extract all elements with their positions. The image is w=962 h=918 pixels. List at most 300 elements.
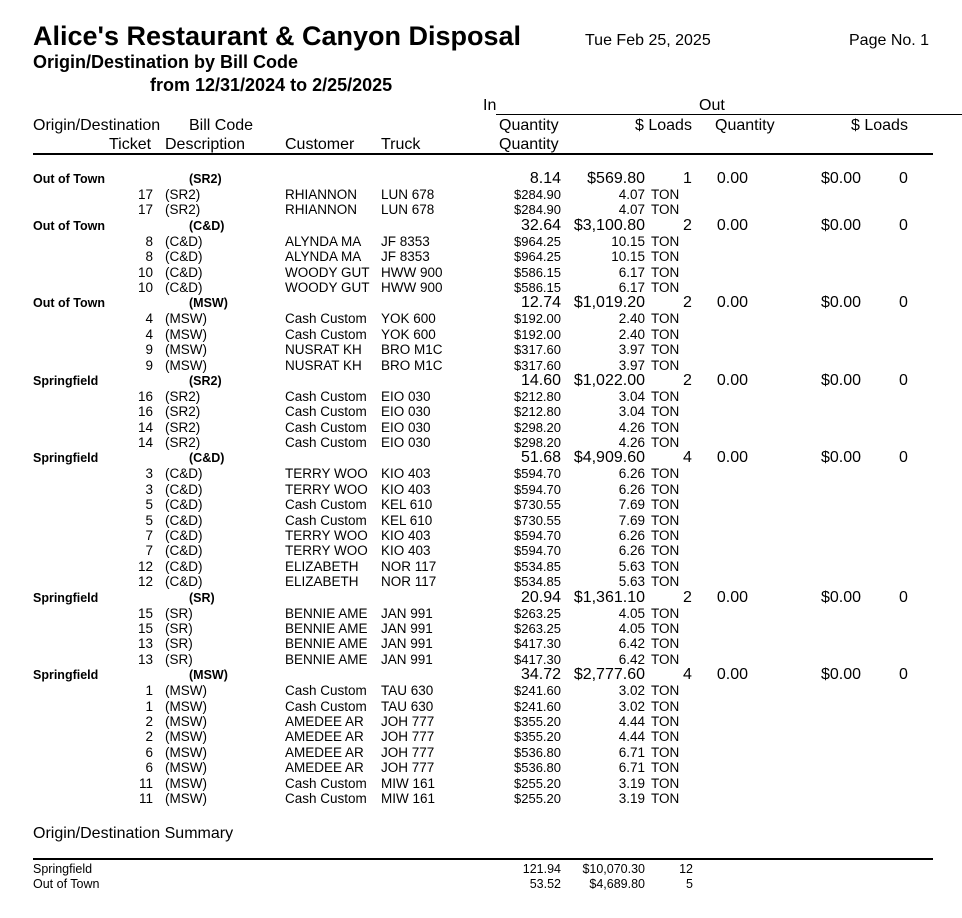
ticket-amount: $594.70 <box>514 481 561 497</box>
ticket-description: (C&D) <box>165 512 203 528</box>
ticket-amount: $284.90 <box>514 187 561 202</box>
ticket-number: 9 <box>145 342 153 358</box>
ticket-quantity: 5.63 <box>618 574 645 590</box>
ticket-number: 6 <box>145 744 153 760</box>
header-bottom-rule <box>33 153 933 155</box>
ticket-row <box>0 388 962 403</box>
ticket-amount: $284.90 <box>514 202 561 218</box>
ticket-quantity: 7.69 <box>618 512 645 528</box>
ticket-description: (MSW) <box>165 713 207 729</box>
ticket-description: (C&D) <box>165 264 203 280</box>
ticket-quantity: 3.02 <box>618 683 645 699</box>
group-out-loads: 0 <box>899 449 908 467</box>
column-header-bill-code: Bill Code <box>189 117 254 134</box>
ticket-description: (MSW) <box>165 326 207 342</box>
group-header-row <box>0 170 962 186</box>
group-out-amount: $0.00 <box>820 666 861 684</box>
group-out-amount: $0.00 <box>820 371 861 389</box>
group-in-amount: $3,100.80 <box>573 216 645 234</box>
ticket-truck: TAU 630 <box>381 698 434 714</box>
ticket-row <box>0 790 962 805</box>
ticket-description: (SR2) <box>165 419 201 435</box>
ticket-row <box>0 186 962 201</box>
ticket-quantity: 3.02 <box>618 698 645 714</box>
ticket-quantity: 3.97 <box>618 357 645 373</box>
ticket-truck: JF 8353 <box>381 233 430 249</box>
group-out-amount: $0.00 <box>820 170 861 187</box>
ticket-customer: TERRY WOO <box>285 543 368 559</box>
in-out-header-rule <box>496 114 962 115</box>
ticket-quantity: 3.97 <box>618 342 645 358</box>
ticket-unit: TON <box>651 187 680 202</box>
ticket-row <box>0 558 962 573</box>
ticket-quantity: 10.15 <box>611 233 645 249</box>
ticket-unit: TON <box>651 605 680 621</box>
group-in-quantity: 20.94 <box>520 588 561 606</box>
ticket-row <box>0 744 962 759</box>
ticket-amount: $255.20 <box>514 775 561 791</box>
ticket-row <box>0 573 962 588</box>
ticket-customer: BENNIE AME <box>285 620 368 636</box>
ticket-quantity: 4.07 <box>618 187 645 202</box>
page-number: Page No. 1 <box>849 32 930 49</box>
ticket-quantity: 3.19 <box>618 790 645 806</box>
ticket-truck: TAU 630 <box>381 683 434 699</box>
ticket-truck: EIO 030 <box>381 404 431 420</box>
ticket-truck: HWW 900 <box>381 279 443 295</box>
ticket-quantity: 2.40 <box>618 326 645 342</box>
summary-row <box>0 877 962 892</box>
ticket-amount: $536.80 <box>514 744 561 760</box>
ticket-unit: TON <box>651 435 680 451</box>
ticket-customer: Cash Custom <box>285 388 367 404</box>
ticket-unit: TON <box>651 357 680 373</box>
ticket-truck: JOH 777 <box>381 744 435 760</box>
summary-row <box>0 862 962 877</box>
ticket-customer: ELIZABETH <box>285 558 359 574</box>
group-bill-code: (C&D) <box>189 218 225 233</box>
ticket-quantity: 6.42 <box>618 651 645 667</box>
ticket-unit: TON <box>651 683 680 699</box>
ticket-row <box>0 759 962 774</box>
ticket-quantity: 4.07 <box>618 202 645 218</box>
ticket-row <box>0 527 962 542</box>
ticket-description: (MSW) <box>165 775 207 791</box>
ticket-unit: TON <box>651 481 680 497</box>
ticket-customer: RHIANNON <box>285 202 358 218</box>
ticket-description: (C&D) <box>165 558 203 574</box>
group-bill-code: (MSW) <box>189 668 228 683</box>
ticket-truck: EIO 030 <box>381 419 431 435</box>
group-in-quantity: 14.60 <box>520 371 561 389</box>
group-out-amount: $0.00 <box>820 216 861 234</box>
ticket-number: 7 <box>145 543 153 559</box>
group-out-loads: 0 <box>899 588 908 606</box>
ticket-quantity: 4.05 <box>618 620 645 636</box>
ticket-number: 16 <box>137 404 153 420</box>
column-header-customer: Customer <box>285 136 355 153</box>
ticket-number: 8 <box>145 249 153 265</box>
column-header-in-quantity-2: Quantity <box>499 136 559 153</box>
ticket-truck: KIO 403 <box>381 543 431 559</box>
group-header-row <box>0 589 962 605</box>
ticket-description: (C&D) <box>165 481 203 497</box>
ticket-unit: TON <box>651 558 680 574</box>
ticket-amount: $536.80 <box>514 760 561 776</box>
summary-rule <box>33 858 933 860</box>
ticket-customer: Cash Custom <box>285 311 367 327</box>
ticket-row <box>0 775 962 790</box>
ticket-unit: TON <box>651 744 680 760</box>
ticket-customer: NUSRAT KH <box>285 357 362 373</box>
group-in-loads: 2 <box>683 588 692 606</box>
ticket-description: (SR2) <box>165 388 201 404</box>
ticket-unit: TON <box>651 342 680 358</box>
ticket-description: (SR) <box>165 651 193 667</box>
ticket-customer: AMEDEE AR <box>285 713 364 729</box>
ticket-number: 5 <box>145 497 153 513</box>
ticket-description: (MSW) <box>165 760 207 776</box>
ticket-unit: TON <box>651 713 680 729</box>
ticket-amount: $586.15 <box>514 279 561 295</box>
ticket-truck: JOH 777 <box>381 729 435 745</box>
ticket-amount: $298.20 <box>514 435 561 451</box>
group-out-quantity: 0.00 <box>716 294 748 312</box>
ticket-unit: TON <box>651 311 680 327</box>
ticket-number: 13 <box>137 651 153 667</box>
ticket-unit: TON <box>651 279 680 295</box>
ticket-description: (C&D) <box>165 528 203 544</box>
ticket-number: 15 <box>137 605 153 621</box>
ticket-row <box>0 279 962 294</box>
group-out-loads: 0 <box>899 170 908 187</box>
ticket-truck: BRO M1C <box>381 342 443 358</box>
group-origin: Out of Town <box>33 296 105 311</box>
ticket-truck: BRO M1C <box>381 357 443 373</box>
ticket-quantity: 4.44 <box>618 713 645 729</box>
group-in-amount: $1,022.00 <box>573 371 645 389</box>
group-in-quantity: 51.68 <box>520 449 561 467</box>
ticket-amount: $534.85 <box>514 574 561 590</box>
group-in-loads: 1 <box>683 170 692 187</box>
group-in-loads: 4 <box>683 449 692 467</box>
ticket-number: 16 <box>137 388 153 404</box>
summary-amount: $10,070.30 <box>582 862 645 876</box>
ticket-quantity: 3.19 <box>618 775 645 791</box>
ticket-description: (MSW) <box>165 729 207 745</box>
ticket-truck: EIO 030 <box>381 435 431 451</box>
ticket-description: (MSW) <box>165 342 207 358</box>
ticket-row <box>0 713 962 728</box>
column-header-origin-destination: Origin/Destination <box>33 117 161 134</box>
group-in-amount: $569.80 <box>587 170 645 187</box>
ticket-description: (MSW) <box>165 311 207 327</box>
group-out-amount: $0.00 <box>820 588 861 606</box>
column-header-truck: Truck <box>381 136 421 153</box>
ticket-description: (MSW) <box>165 698 207 714</box>
group-bill-code: (MSW) <box>189 296 228 311</box>
ticket-unit: TON <box>651 326 680 342</box>
ticket-row <box>0 605 962 620</box>
group-in-loads: 2 <box>683 294 692 312</box>
ticket-number: 6 <box>145 760 153 776</box>
ticket-row <box>0 496 962 511</box>
ticket-description: (C&D) <box>165 233 203 249</box>
ticket-quantity: 3.04 <box>618 388 645 404</box>
group-origin: Springfield <box>33 373 99 388</box>
ticket-amount: $594.70 <box>514 466 561 482</box>
group-header-row <box>0 666 962 682</box>
ticket-unit: TON <box>651 574 680 590</box>
ticket-unit: TON <box>651 729 680 745</box>
group-in-quantity: 32.64 <box>520 216 561 234</box>
ticket-unit: TON <box>651 760 680 776</box>
ticket-unit: TON <box>651 264 680 280</box>
ticket-truck: NOR 117 <box>381 558 437 574</box>
ticket-amount: $730.55 <box>514 497 561 513</box>
ticket-quantity: 4.05 <box>618 605 645 621</box>
ticket-quantity: 6.71 <box>618 760 645 776</box>
summary-origin: Springfield <box>33 862 93 876</box>
ticket-customer: TERRY WOO <box>285 481 368 497</box>
ticket-amount: $534.85 <box>514 558 561 574</box>
ticket-row <box>0 481 962 496</box>
ticket-amount: $298.20 <box>514 419 561 435</box>
ticket-unit: TON <box>651 651 680 667</box>
ticket-truck: YOK 600 <box>381 311 436 327</box>
group-out-loads: 0 <box>899 666 908 684</box>
ticket-number: 12 <box>137 558 153 574</box>
ticket-truck: KIO 403 <box>381 481 431 497</box>
ticket-amount: $355.20 <box>514 713 561 729</box>
ticket-description: (C&D) <box>165 574 203 590</box>
ticket-number: 1 <box>145 698 153 714</box>
ticket-number: 15 <box>137 620 153 636</box>
ticket-customer: Cash Custom <box>285 683 367 699</box>
ticket-description: (SR2) <box>165 404 201 420</box>
ticket-customer: TERRY WOO <box>285 528 368 544</box>
ticket-unit: TON <box>651 249 680 265</box>
ticket-truck: KIO 403 <box>381 528 431 544</box>
ticket-amount: $212.80 <box>514 388 561 404</box>
ticket-customer: Cash Custom <box>285 698 367 714</box>
ticket-description: (MSW) <box>165 790 207 806</box>
group-out-quantity: 0.00 <box>716 588 748 606</box>
group-bill-code: (SR2) <box>189 172 222 186</box>
report-company-title: Alice's Restaurant & Canyon Disposal <box>33 21 522 51</box>
ticket-description: (SR) <box>165 605 193 621</box>
ticket-quantity: 6.17 <box>618 279 645 295</box>
ticket-number: 11 <box>138 790 153 806</box>
ticket-quantity: 5.63 <box>618 558 645 574</box>
ticket-amount: $417.30 <box>514 651 561 667</box>
out-section-label: Out <box>699 97 725 114</box>
ticket-row <box>0 465 962 480</box>
ticket-number: 17 <box>137 187 153 202</box>
ticket-description: (MSW) <box>165 357 207 373</box>
ticket-amount: $730.55 <box>514 512 561 528</box>
group-bill-code: (SR2) <box>189 373 222 388</box>
ticket-row <box>0 635 962 650</box>
summary-loads: 5 <box>686 877 693 891</box>
ticket-quantity: 6.17 <box>618 264 645 280</box>
ticket-customer: ALYNDA MA <box>285 249 362 265</box>
ticket-number: 13 <box>137 636 153 652</box>
group-in-quantity: 34.72 <box>520 666 561 684</box>
ticket-description: (SR2) <box>165 435 201 451</box>
ticket-amount: $417.30 <box>514 636 561 652</box>
ticket-unit: TON <box>651 233 680 249</box>
ticket-customer: RHIANNON <box>285 187 358 202</box>
ticket-number: 4 <box>145 311 153 327</box>
ticket-truck: KEL 610 <box>381 497 433 513</box>
ticket-quantity: 6.26 <box>618 466 645 482</box>
group-header-row <box>0 372 962 388</box>
group-out-loads: 0 <box>899 216 908 234</box>
ticket-unit: TON <box>651 466 680 482</box>
ticket-unit: TON <box>651 388 680 404</box>
ticket-row <box>0 248 962 263</box>
ticket-customer: BENNIE AME <box>285 651 368 667</box>
summary-quantity: 53.52 <box>529 877 561 891</box>
ticket-unit: TON <box>651 528 680 544</box>
group-out-quantity: 0.00 <box>716 371 748 389</box>
ticket-truck: JAN 991 <box>381 636 433 652</box>
report-date-range: from 12/31/2024 to 2/25/2025 <box>150 75 393 95</box>
ticket-row <box>0 233 962 248</box>
ticket-amount: $594.70 <box>514 543 561 559</box>
ticket-row <box>0 326 962 341</box>
ticket-quantity: 6.26 <box>618 481 645 497</box>
ticket-number: 2 <box>145 713 153 729</box>
ticket-amount: $964.25 <box>514 233 561 249</box>
group-bill-code: (SR) <box>189 590 215 605</box>
group-in-amount: $1,361.10 <box>573 588 645 606</box>
ticket-customer: Cash Custom <box>285 435 367 451</box>
summary-loads: 12 <box>679 862 693 876</box>
column-header-ticket: Ticket <box>109 136 152 153</box>
ticket-number: 3 <box>145 466 153 482</box>
group-in-amount: $1,019.20 <box>573 294 645 312</box>
ticket-customer: AMEDEE AR <box>285 744 364 760</box>
ticket-truck: YOK 600 <box>381 326 436 342</box>
ticket-row <box>0 651 962 666</box>
ticket-quantity: 3.04 <box>618 404 645 420</box>
ticket-customer: ALYNDA MA <box>285 233 362 249</box>
ticket-amount: $263.25 <box>514 620 561 636</box>
ticket-truck: LUN 678 <box>381 202 435 218</box>
ticket-number: 4 <box>145 326 153 342</box>
ticket-truck: EIO 030 <box>381 388 431 404</box>
ticket-customer: TERRY WOO <box>285 466 368 482</box>
ticket-customer: WOODY GUT <box>285 264 370 280</box>
column-header-in-quantity: Quantity <box>499 117 559 134</box>
group-out-quantity: 0.00 <box>716 216 748 234</box>
ticket-number: 17 <box>137 202 153 218</box>
ticket-truck: JOH 777 <box>381 713 435 729</box>
report-subtitle: Origin/Destination by Bill Code <box>33 52 299 72</box>
ticket-unit: TON <box>651 620 680 636</box>
ticket-description: (SR) <box>165 620 193 636</box>
ticket-amount: $964.25 <box>514 249 561 265</box>
ticket-amount: $192.00 <box>514 311 561 327</box>
ticket-unit: TON <box>651 636 680 652</box>
ticket-amount: $317.60 <box>514 357 561 373</box>
ticket-truck: KIO 403 <box>381 466 431 482</box>
ticket-amount: $594.70 <box>514 528 561 544</box>
ticket-row <box>0 201 962 216</box>
group-in-quantity: 8.14 <box>529 170 561 187</box>
ticket-description: (C&D) <box>165 466 203 482</box>
ticket-number: 1 <box>145 683 153 699</box>
ticket-customer: BENNIE AME <box>285 605 368 621</box>
ticket-row <box>0 403 962 418</box>
group-out-loads: 0 <box>899 371 908 389</box>
ticket-row <box>0 310 962 325</box>
ticket-quantity: 4.26 <box>618 435 645 451</box>
ticket-row <box>0 264 962 279</box>
summary-amount: $4,689.80 <box>589 877 645 891</box>
summary-quantity: 121.94 <box>522 862 561 876</box>
ticket-amount: $263.25 <box>514 605 561 621</box>
ticket-truck: JAN 991 <box>381 651 433 667</box>
column-header-in-dollar-loads: $ Loads <box>635 117 692 134</box>
ticket-customer: Cash Custom <box>285 326 367 342</box>
group-header-row <box>0 217 962 233</box>
ticket-description: (MSW) <box>165 683 207 699</box>
ticket-number: 11 <box>138 775 153 791</box>
ticket-unit: TON <box>651 790 680 806</box>
ticket-customer: Cash Custom <box>285 419 367 435</box>
ticket-unit: TON <box>651 497 680 513</box>
ticket-customer: NUSRAT KH <box>285 342 362 358</box>
ticket-unit: TON <box>651 404 680 420</box>
report-body <box>0 170 962 805</box>
ticket-row <box>0 434 962 449</box>
ticket-amount: $192.00 <box>514 326 561 342</box>
ticket-number: 12 <box>137 574 153 590</box>
ticket-description: (SR2) <box>165 202 201 218</box>
ticket-truck: JAN 991 <box>381 620 433 636</box>
in-section-label: In <box>483 97 497 114</box>
ticket-customer: Cash Custom <box>285 790 367 806</box>
group-out-amount: $0.00 <box>820 449 861 467</box>
print-date: Tue Feb 25, 2025 <box>585 32 711 49</box>
group-in-loads: 2 <box>683 371 692 389</box>
ticket-customer: AMEDEE AR <box>285 729 364 745</box>
ticket-row <box>0 620 962 635</box>
group-bill-code: (C&D) <box>189 451 225 466</box>
ticket-amount: $241.60 <box>514 683 561 699</box>
ticket-amount: $241.60 <box>514 698 561 714</box>
ticket-description: (SR2) <box>165 187 201 202</box>
ticket-description: (C&D) <box>165 249 203 265</box>
ticket-row <box>0 512 962 527</box>
ticket-truck: HWW 900 <box>381 264 443 280</box>
ticket-number: 9 <box>145 357 153 373</box>
ticket-number: 10 <box>137 279 153 295</box>
ticket-row <box>0 357 962 372</box>
ticket-unit: TON <box>651 419 680 435</box>
ticket-row <box>0 542 962 557</box>
ticket-number: 14 <box>137 435 153 451</box>
ticket-amount: $212.80 <box>514 404 561 420</box>
group-out-quantity: 0.00 <box>716 170 748 187</box>
group-origin: Springfield <box>33 668 99 683</box>
ticket-number: 7 <box>145 528 153 544</box>
column-header-out-dollar-loads: $ Loads <box>851 117 908 134</box>
ticket-unit: TON <box>651 775 680 791</box>
